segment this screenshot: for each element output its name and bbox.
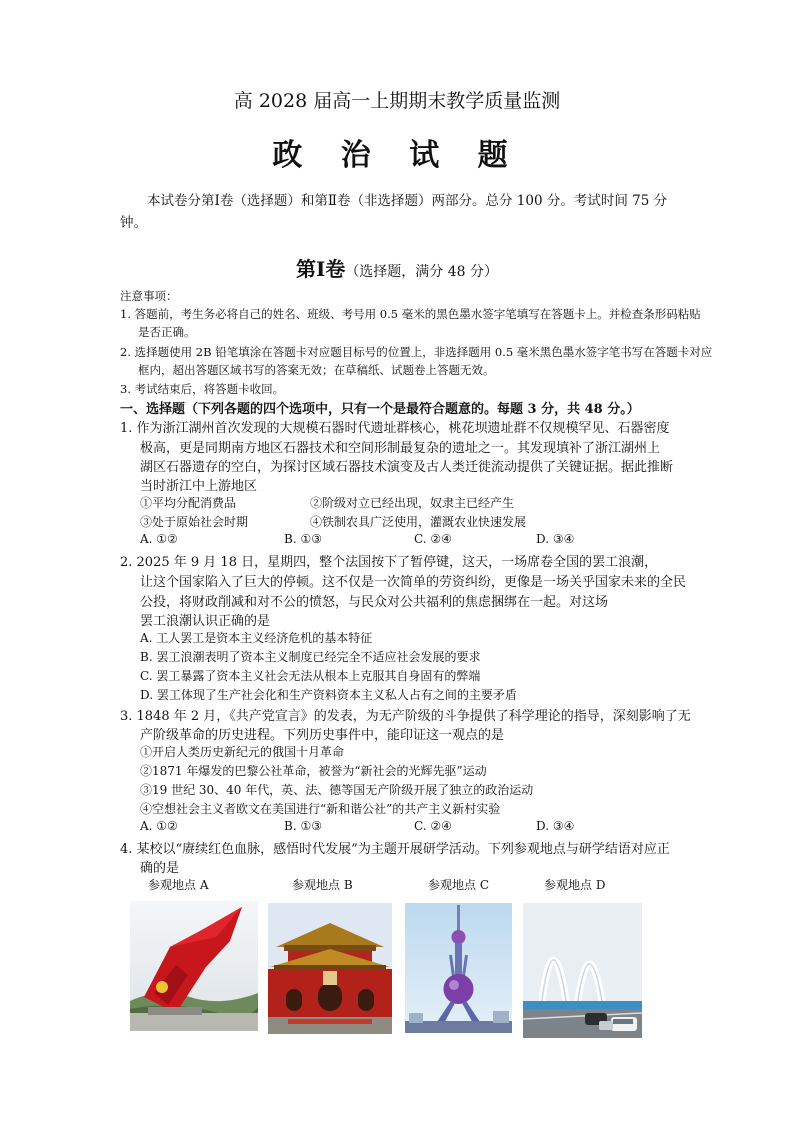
q1-choice-a: A. ①② — [140, 532, 178, 546]
q3-line-1: 3. 1848 年 2 月，《共产党宣言》的发表，为无产阶级的斗争提供了科学理论的指导，深刻影响了无 — [120, 709, 691, 724]
photo-site-d — [523, 903, 642, 1038]
q1-line-2: 极高，更是同期南方地区石器技术和空间形制最复杂的遗址之一。其发现填补了浙江湖州上 — [140, 441, 661, 456]
q3-choice-a: A. ①② — [140, 819, 178, 833]
caption-b: 参观地点 B — [292, 878, 353, 892]
q1-line-4: 当时浙江中上游地区 — [140, 479, 258, 494]
q3-item-1: ①开启人类历史新纪元的俄国十月革命 — [140, 745, 345, 759]
arch-bridge-image — [523, 903, 642, 1038]
caption-a: 参观地点 A — [148, 878, 209, 892]
q2-line-3: 公投，将财政削减和对不公的愤怒，与民众对公共福利的焦虑捆绑在一起。对这场 — [140, 595, 609, 610]
q1-choice-d: D. ③④ — [536, 532, 575, 546]
note-3: 3. 考试结束后，将答题卡收回。 — [120, 382, 285, 396]
part1-title: 第Ⅰ卷 — [295, 257, 346, 281]
q1-item-1: ①平均分配消费品 — [140, 496, 237, 510]
q4-line-2: 确的是 — [140, 861, 180, 876]
photo-site-c — [405, 903, 512, 1033]
q2-choice-b: B. 罢工浪潮表明了资本主义制度已经完全不适应社会发展的要求 — [140, 650, 481, 664]
note-2b: 框内，超出答题区域书写的答案无效；在草稿纸、试题卷上答题无效。 — [138, 363, 495, 377]
q1-line-1: 1. 作为浙江湖州首次发现的大规模石器时代遗址群核心，桃花坝遗址群不仅规模罕见、石器密度 — [120, 421, 670, 436]
q2-line-4: 罢工浪潮认识正确的是 — [140, 614, 271, 629]
q3-choice-c: C. ②④ — [414, 819, 452, 833]
q2-choice-a: A. 工人罢工是资本主义经济危机的基本特征 — [140, 631, 373, 645]
exam-title: 高 2028 届高一上期期末教学质量监测 — [233, 90, 561, 112]
q3-item-4: ④空想社会主义者欧文在美国进行“新和谐公社”的共产主义新村实验 — [140, 802, 501, 816]
q1-item-3: ③处于原始社会时期 — [140, 515, 249, 529]
q3-item-2: ②1871 年爆发的巴黎公社革命，被誉为“新社会的光辉先驱”运动 — [140, 764, 487, 778]
subject-title: 政 治 试 题 — [272, 138, 522, 173]
exam-intro: 本试卷分第Ⅰ卷（选择题）和第Ⅱ卷（非选择题）两部分。总分 100 分。考试时间 75 分钟。 — [120, 193, 668, 231]
q2-line-1: 2. 2025 年 9 月 18 日，星期四，整个法国按下了暂停键，这天，一场席卷全国的罢工浪潮， — [120, 555, 658, 570]
q1-item-4: ④铁制农具广泛使用，灌溉农业快速发展 — [310, 515, 527, 529]
q1-choice-c: C. ②④ — [414, 532, 452, 546]
part1-note: （选择题，满分 48 分） — [345, 264, 499, 280]
q4-line-1: 4. 某校以“赓续红色血脉，感悟时代发展”为主题开展研学活动。下列参观地点与研学结语对应正 — [120, 842, 670, 857]
q3-choice-b: B. ①③ — [284, 819, 322, 833]
notes-heading: 注意事项： — [120, 289, 178, 303]
part1-heading — [0, 253, 794, 282]
note-2a: 2. 选择题使用 2B 铅笔填涂在答题卡对应题目标号的位置上，非选择题用 0.5 毫米黑色墨水签字笔书写在答题卡对应 — [120, 345, 713, 359]
caption-c: 参观地点 C — [428, 878, 489, 892]
q3-choice-d: D. ③④ — [536, 819, 575, 833]
q3-line-2: 产阶级革命的历史进程。下列历史事件中，能印证这一观点的是 — [140, 728, 505, 743]
photo-site-a — [130, 901, 258, 1031]
note-1b: 是否正确。 — [138, 325, 196, 339]
note-1a: 1. 答题前，考生务必将自己的姓名、班级、考号用 0.5 毫米的黑色墨水签字笔填写在答题卡上。并检查条形码粘贴 — [120, 307, 701, 321]
q2-line-2: 让这个国家陷入了巨大的停顿。这不仅是一次简单的劳资纠纷，更像是一场关乎国家未来的全民 — [140, 575, 687, 590]
q3-item-3: ③19 世纪 30、40 年代，英、法、德等国无产阶级开展了独立的政治运动 — [140, 783, 534, 797]
tiananmen-image — [268, 903, 392, 1034]
q1-item-2: ②阶级对立已经出现，奴隶主已经产生 — [310, 496, 515, 510]
pearl-tower-image — [405, 903, 512, 1033]
photo-site-b — [268, 903, 392, 1034]
section1-heading: 一、选择题（下列各题的四个选项中，只有一个是最符合题意的。每题 3 分，共 48 分。） — [120, 402, 640, 417]
caption-d: 参观地点 D — [544, 878, 606, 892]
q1-line-3: 湖区石器遗存的空白，为探讨区域石器技术演变及古人类迁徙流动提供了关键证据。据此推断 — [140, 460, 674, 475]
q1-choice-b: B. ①③ — [284, 532, 322, 546]
red-monument-image — [130, 901, 258, 1031]
q2-choice-c: C. 罢工暴露了资本主义社会无法从根本上克服其自身固有的弊端 — [140, 669, 481, 683]
q2-choice-d: D. 罢工体现了生产社会化和生产资料资本主义私人占有之间的主要矛盾 — [140, 688, 517, 702]
